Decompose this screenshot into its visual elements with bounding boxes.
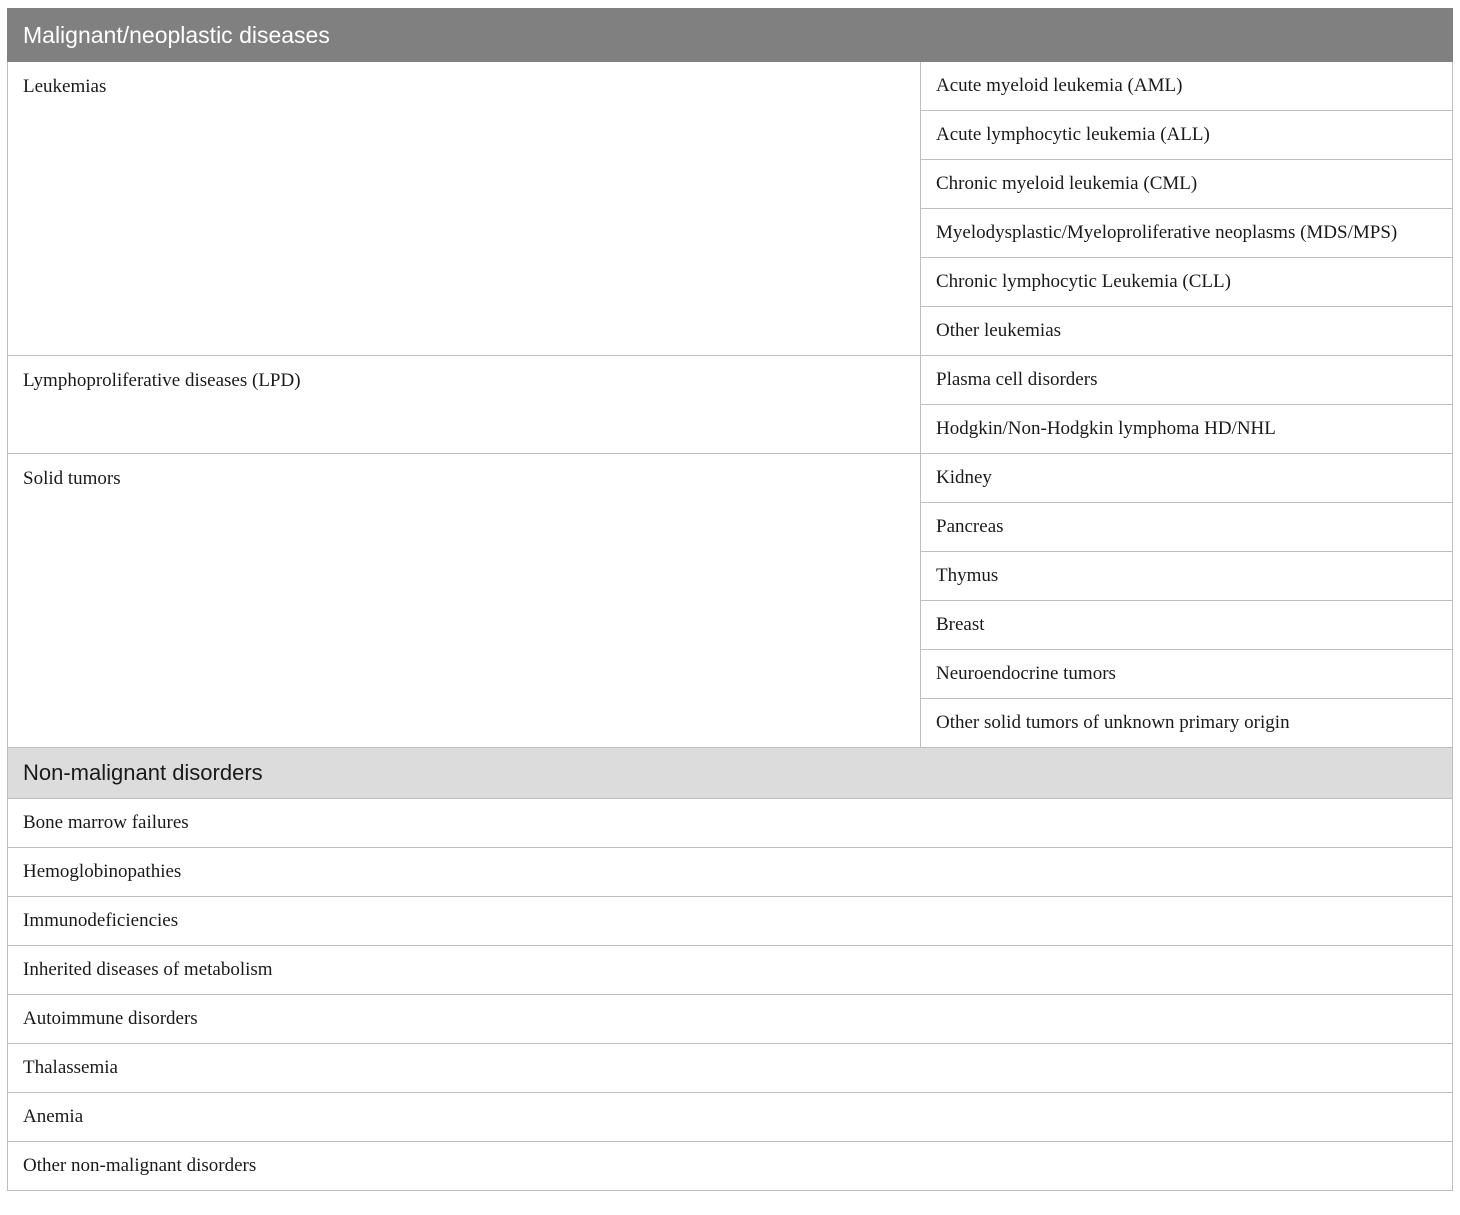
disorder-cell: Immunodeficiencies: [8, 897, 1453, 946]
table-row: [8, 799, 1453, 848]
subtype-cell: Thymus: [921, 552, 1453, 601]
subtype-cell: Breast: [921, 601, 1453, 650]
subtype-cell: Plasma cell disorders: [921, 356, 1453, 405]
table-row: [8, 995, 1453, 1044]
disorder-cell: Bone marrow failures: [8, 799, 1453, 848]
disorder-cell: Thalassemia: [8, 1044, 1453, 1093]
disorder-cell: Inherited diseases of metabolism: [8, 946, 1453, 995]
section-header-row: [8, 748, 1453, 799]
table-row: [8, 1093, 1453, 1142]
disorder-cell: Hemoglobinopathies: [8, 848, 1453, 897]
table-row: [8, 1044, 1453, 1093]
category-solid-tumors: Solid tumors: [8, 454, 921, 748]
section-header-non-malignant: Non-malignant disorders: [8, 748, 1453, 799]
section-header-malignant: Malignant/neoplastic diseases: [8, 9, 1453, 62]
category-leukemias: Leukemias: [8, 62, 921, 356]
subtype-cell: Chronic myeloid leukemia (CML): [921, 160, 1453, 209]
subtype-cell: Acute myeloid leukemia (AML): [921, 62, 1453, 111]
disorder-cell: Autoimmune disorders: [8, 995, 1453, 1044]
subtype-cell: Neuroendocrine tumors: [921, 650, 1453, 699]
subtype-cell: Other leukemias: [921, 307, 1453, 356]
subtype-cell: Hodgkin/Non-Hodgkin lymphoma HD/NHL: [921, 405, 1453, 454]
table-row: [8, 848, 1453, 897]
table-row: [8, 897, 1453, 946]
subtype-cell: Chronic lymphocytic Leukemia (CLL): [921, 258, 1453, 307]
subtype-cell: Other solid tumors of unknown primary origin: [921, 699, 1453, 748]
subtype-cell: Kidney: [921, 454, 1453, 503]
table-row: [8, 356, 1453, 405]
table-row: [8, 946, 1453, 995]
disease-table: [7, 8, 1453, 1191]
subtype-cell: Myelodysplastic/Myeloproliferative neoplasms (MDS/MPS): [921, 209, 1453, 258]
table-row: [8, 62, 1453, 111]
table-row: [8, 454, 1453, 503]
table-row: [8, 1142, 1453, 1191]
disorder-cell: Other non-malignant disorders: [8, 1142, 1453, 1191]
subtype-cell: Acute lymphocytic leukemia (ALL): [921, 111, 1453, 160]
subtype-cell: Pancreas: [921, 503, 1453, 552]
section-header-row: [8, 9, 1453, 62]
disorder-cell: Anemia: [8, 1093, 1453, 1142]
category-lpd: Lymphoproliferative diseases (LPD): [8, 356, 921, 454]
